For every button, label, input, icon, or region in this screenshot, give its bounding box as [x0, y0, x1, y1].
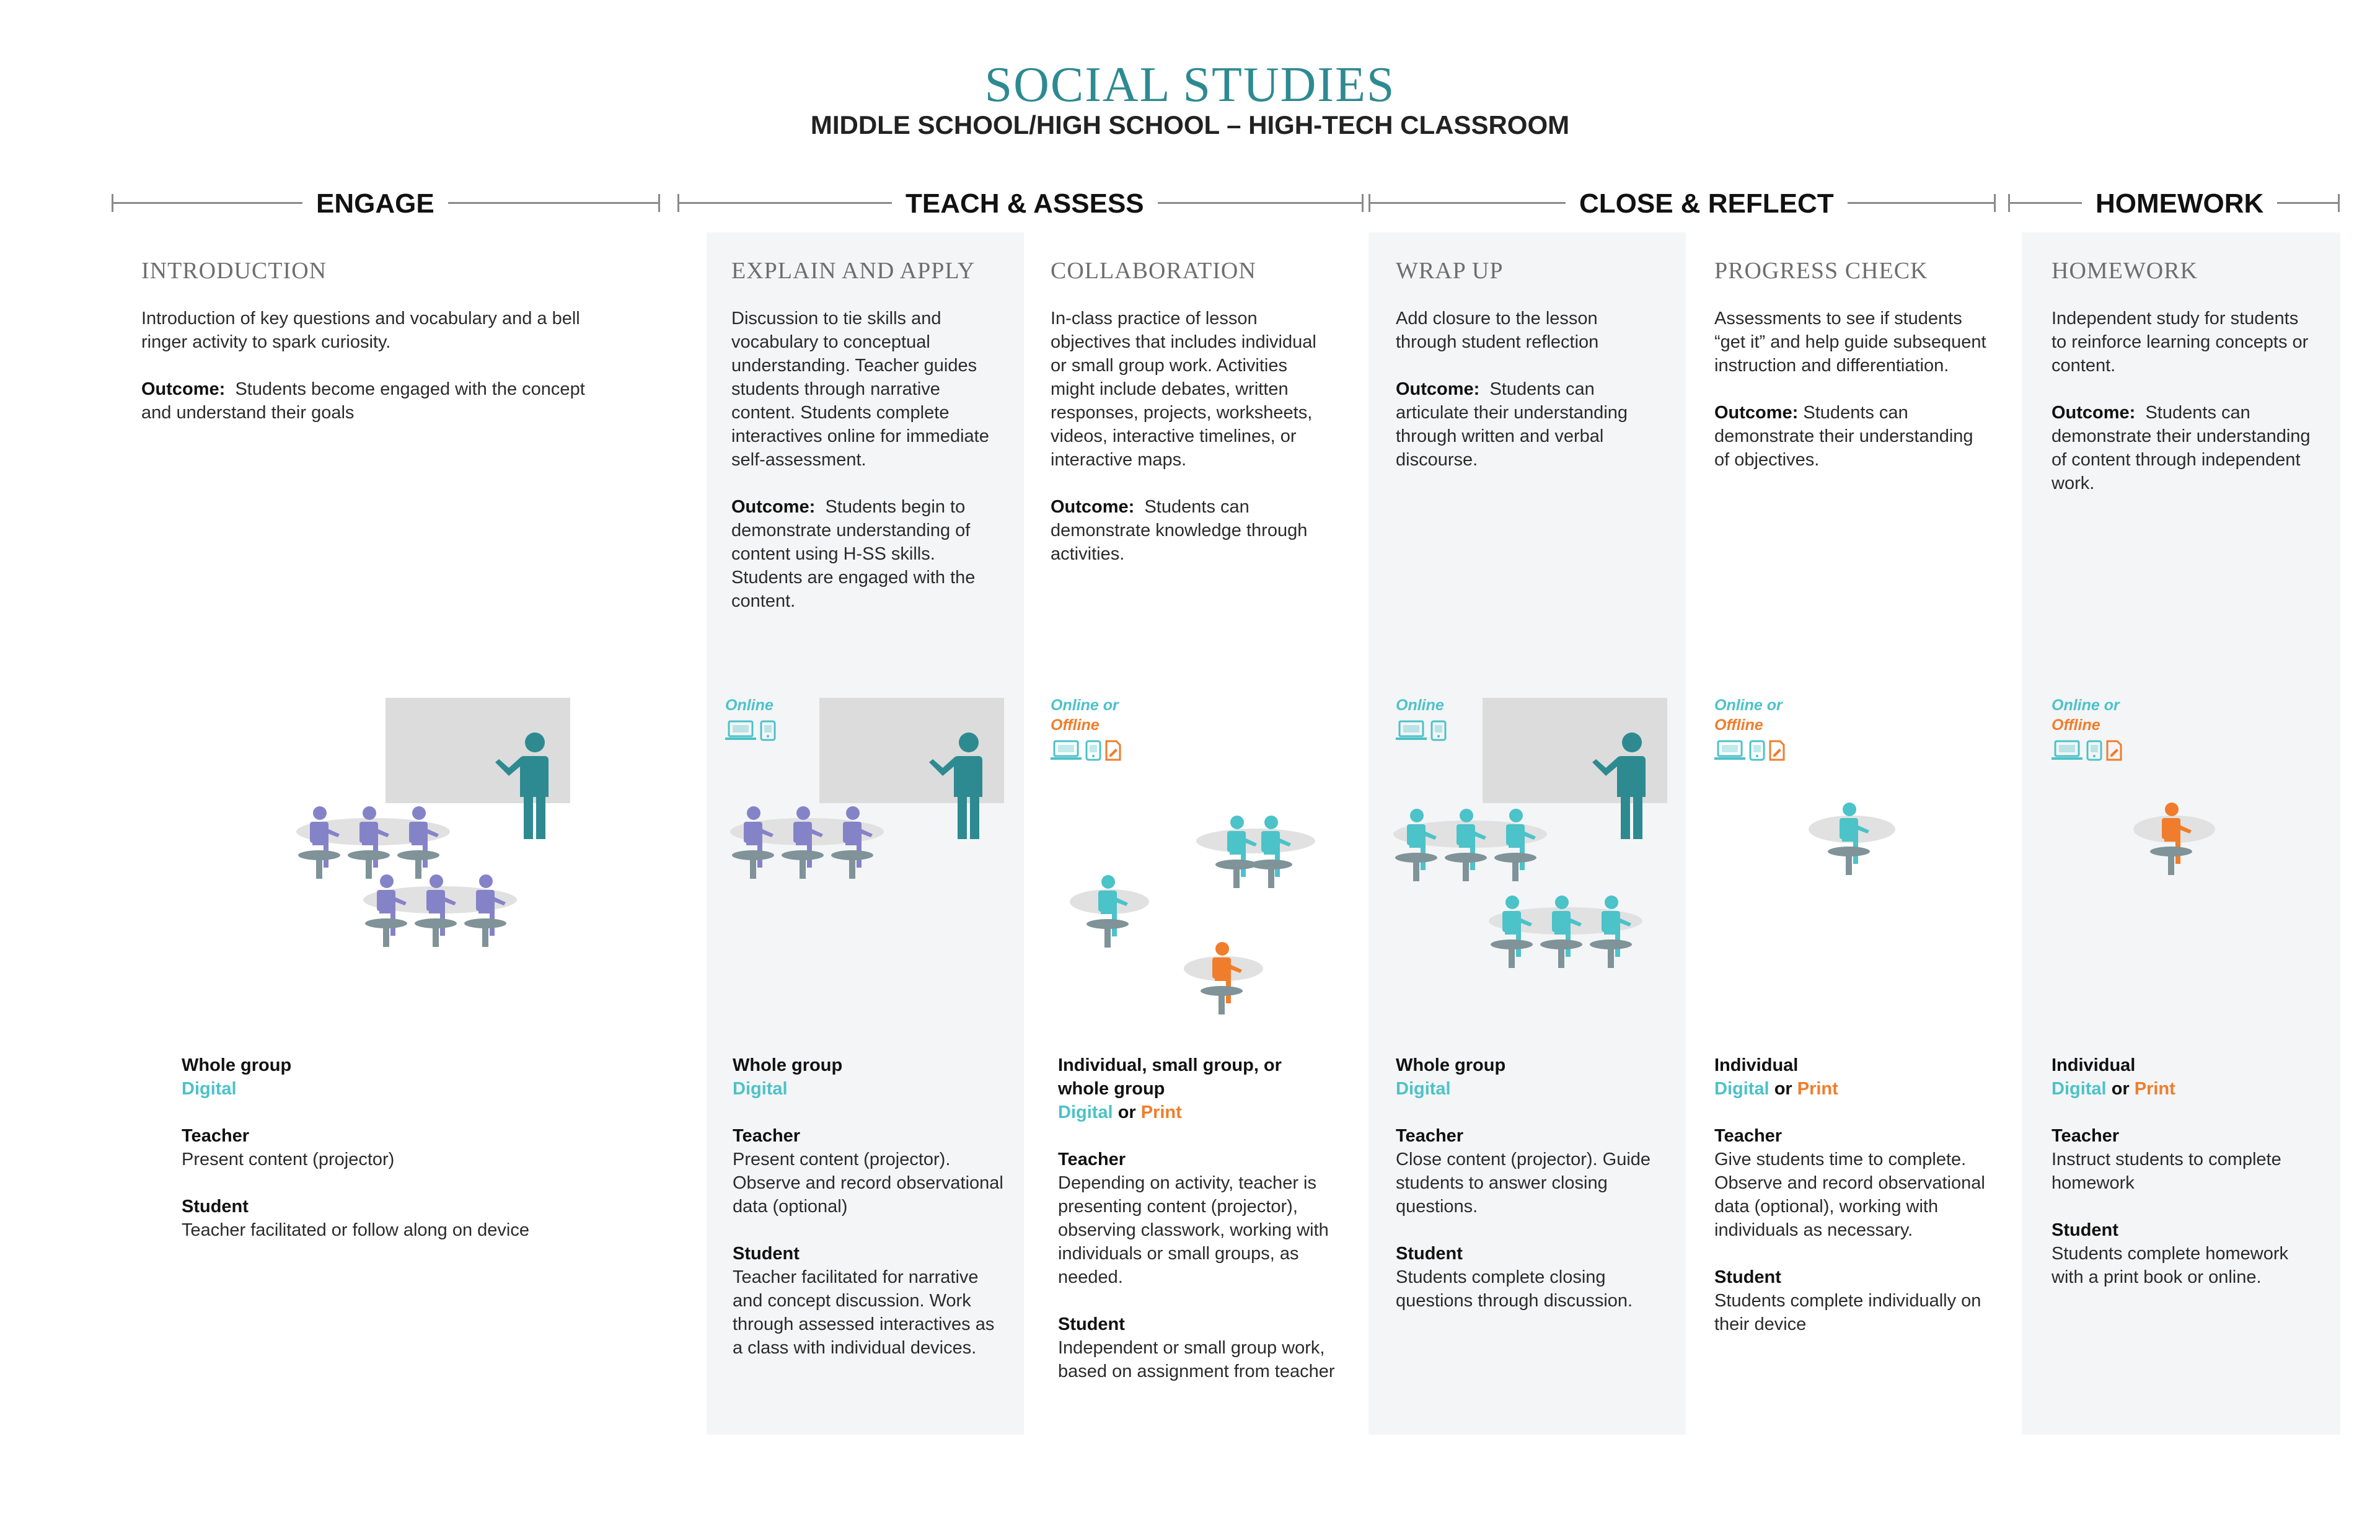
column-homework-meta	[2052, 1054, 2312, 1313]
grouping-label: Whole group	[182, 1055, 292, 1075]
laptop-icon	[1051, 740, 1082, 761]
outcome-label: Outcome:	[731, 497, 816, 517]
desks	[732, 850, 873, 879]
teacher-text: Instruct students to complete homework	[2052, 1150, 2281, 1193]
offline-label: Offline	[1714, 716, 1763, 734]
description-text: In-class practice of lesson objectives that includes individual or small group work. Activities might include debates, written responses, projects, worksheets, videos, interactive timelines, or interactive maps.	[1051, 309, 1316, 470]
column-description	[2052, 307, 2312, 519]
student-heading: Student	[733, 1244, 800, 1264]
digital-label: Digital	[182, 1079, 237, 1099]
teacher-text: Present content (projector)	[182, 1150, 395, 1169]
student-role	[733, 1242, 1005, 1360]
column-title: PROGRESS CHECK	[1714, 258, 1928, 284]
phase-homework-label: HOMEWORK	[2082, 188, 2277, 219]
column-title: INTRODUCTION	[141, 258, 327, 284]
outcome-text: Students become engaged with the concept and understand their goals	[141, 379, 585, 423]
teacher-heading: Teacher	[182, 1126, 250, 1146]
teacher-role	[1396, 1124, 1668, 1218]
laptop-icon	[1714, 740, 1745, 761]
phase-teach-label: TEACH & ASSESS	[892, 188, 1158, 219]
description-text: Independent study for students to reinforce learning concepts or content.	[2052, 309, 2309, 376]
student-role	[2052, 1218, 2312, 1289]
phase-homework	[2008, 183, 2340, 222]
column-title: COLLABORATION	[1051, 258, 1256, 284]
grouping-label: Individual	[1714, 1055, 1799, 1075]
illustration-homework	[2120, 799, 2231, 899]
mode-icons	[1051, 740, 1121, 761]
teacher-heading: Teacher	[1058, 1150, 1126, 1169]
outcome	[2052, 401, 2312, 495]
phase-engage-label: ENGAGE	[302, 188, 448, 219]
illustration-introduction	[291, 694, 576, 954]
page-subtitle: MIDDLE SCHOOL/HIGH SCHOOL – HIGH-TECH CLASSROOM	[810, 110, 1570, 139]
outcome	[1051, 495, 1323, 566]
grouping	[1058, 1054, 1337, 1124]
description-text: Assessments to see if students “get it” and help guide subsequent instruction and differentiation.	[1714, 309, 1986, 376]
student-group	[1098, 816, 1291, 936]
digital-label: Digital	[1058, 1102, 1113, 1122]
online-label: Online or	[2052, 697, 2120, 714]
teacher-role	[182, 1124, 628, 1171]
print-icon	[2106, 740, 2122, 761]
phase-close	[1368, 183, 1996, 222]
student-text: Students complete homework with a print book or online.	[2052, 1244, 2289, 1287]
offline-label: Offline	[1051, 716, 1100, 734]
student-heading: Student	[182, 1197, 249, 1217]
illustration-explain	[725, 694, 1010, 892]
print-icon	[1105, 740, 1121, 761]
online-label: Online	[1396, 697, 1444, 714]
phase-close-label: CLOSE & REFLECT	[1566, 188, 1848, 219]
student-heading: Student	[1058, 1314, 1125, 1334]
description-text: Discussion to tie skills and vocabulary to conceptual understanding. Teacher guides students through narrative content. Students complete interactives online for immediate self-assessment.	[731, 309, 989, 470]
column-title: EXPLAIN AND APPLY	[731, 258, 976, 284]
print-label: Print	[1797, 1079, 1838, 1099]
teacher-role	[1058, 1148, 1337, 1289]
student-text: Teacher facilitated for narrative and concept discussion. Work through assessed interactives as a class with individual devices.	[733, 1267, 995, 1358]
print-icon	[1769, 740, 1785, 761]
mode-icons	[2052, 740, 2122, 761]
laptop-icon	[2052, 740, 2082, 761]
student-heading: Student	[1714, 1267, 1781, 1287]
column-description	[1714, 307, 1987, 495]
phase-engage	[112, 183, 660, 222]
illustration-progress	[1797, 799, 1909, 899]
description-text: Add closure to the lesson through student reflection	[1396, 309, 1599, 352]
teacher-role	[2052, 1124, 2312, 1195]
illustration-collaboration	[1066, 809, 1326, 1026]
digital-label: Digital	[2052, 1079, 2107, 1099]
column-explain-meta	[733, 1054, 1005, 1383]
teacher-role	[733, 1124, 1005, 1218]
online-label: Online or	[1714, 697, 1783, 714]
grouping	[733, 1054, 1005, 1101]
student-role	[1714, 1265, 1987, 1336]
page-title: SOCIAL STUDIES	[984, 58, 1396, 112]
column-collaboration-meta	[1058, 1054, 1337, 1407]
description-text: Introduction of key questions and vocabulary and a bell ringer activity to spark curiosity.	[141, 309, 580, 352]
student-text: Teacher facilitated or follow along on device	[182, 1220, 529, 1240]
grouping	[182, 1054, 628, 1101]
teacher-text: Present content (projector). Observe and record observational data (optional)	[733, 1150, 1003, 1217]
outcome-text: Students can demonstrate knowledge through activities.	[1051, 497, 1308, 564]
grouping	[1714, 1054, 1987, 1101]
teacher-role	[1714, 1124, 1987, 1242]
student-text: Students complete individually on their device	[1714, 1291, 1981, 1334]
outcome	[731, 495, 1004, 613]
student-role	[1058, 1313, 1337, 1383]
outcome-text: Students can demonstrate their understanding of objectives.	[1714, 403, 1973, 470]
teacher-heading: Teacher	[2052, 1126, 2120, 1146]
outcome-text: Students can articulate their understanding through written and verbal discourse.	[1396, 379, 1628, 470]
student-text: Independent or small group work, based on assignment from teacher	[1058, 1338, 1335, 1381]
or-label: or	[2111, 1079, 2130, 1099]
phase-teach	[677, 183, 1364, 222]
grouping-label: Whole group	[733, 1055, 843, 1075]
offline-label: Offline	[2052, 716, 2100, 734]
outcome-label: Outcome:	[2052, 403, 2136, 423]
online-label: Online	[725, 697, 774, 714]
desk	[2150, 847, 2192, 875]
grouping-label: Whole group	[1396, 1055, 1506, 1075]
print-label: Print	[1140, 1102, 1182, 1122]
student-heading: Student	[1396, 1244, 1463, 1264]
or-label: or	[1117, 1102, 1136, 1122]
column-title: WRAP UP	[1396, 258, 1504, 284]
grouping-label: Individual, small group, or whole group	[1058, 1055, 1282, 1099]
column-wrapup-meta	[1396, 1054, 1668, 1336]
column-description	[1051, 307, 1323, 589]
outcome	[141, 377, 588, 425]
outcome-label: Outcome:	[1396, 379, 1480, 399]
mode-homework	[2052, 695, 2122, 761]
teacher-text: Depending on activity, teacher is presenting content (projector), observing classwork, working with individuals or small groups, as needed.	[1058, 1173, 1329, 1287]
student-role	[182, 1195, 628, 1242]
tablet-icon	[2086, 740, 2102, 761]
tablet-icon	[1749, 740, 1765, 761]
or-label: or	[1774, 1079, 1792, 1099]
grouping	[2052, 1054, 2312, 1101]
outcome-label: Outcome:	[1714, 403, 1799, 423]
online-label: Online or	[1051, 697, 1119, 714]
teacher-text: Give students time to complete. Observe and record observational data (optional), working with individuals as necessary.	[1714, 1150, 1985, 1240]
student-heading: Student	[2052, 1220, 2118, 1240]
outcome	[1714, 401, 1987, 472]
teacher-heading: Teacher	[733, 1126, 801, 1146]
outcome	[1396, 377, 1662, 472]
digital-label: Digital	[1396, 1079, 1451, 1099]
teacher-heading: Teacher	[1714, 1126, 1783, 1146]
column-description	[141, 307, 588, 448]
outcome-text: Students can demonstrate their understanding of content through independent work.	[2052, 403, 2311, 493]
print-label: Print	[2134, 1079, 2175, 1099]
mode-progress	[1714, 695, 1785, 761]
teacher-text: Close content (projector). Guide students to answer closing questions.	[1396, 1150, 1651, 1217]
outcome-text: Students begin to demonstrate understanding of content using H-SS skills. Students are engaged with the content.	[731, 497, 976, 611]
desk	[1828, 847, 1870, 875]
tablet-icon	[1085, 740, 1101, 761]
column-description	[731, 307, 1004, 636]
mode-icons	[1714, 740, 1785, 761]
teacher-heading: Teacher	[1396, 1126, 1464, 1146]
mode-collaboration	[1051, 695, 1121, 761]
grouping	[1396, 1054, 1668, 1101]
column-description	[1396, 307, 1662, 495]
desks	[1086, 860, 1292, 1014]
digital-label: Digital	[733, 1079, 788, 1099]
illustration-wrapup	[1388, 694, 1680, 973]
digital-label: Digital	[1714, 1079, 1770, 1099]
outcome-label: Outcome:	[1051, 497, 1135, 517]
column-introduction-meta	[182, 1054, 628, 1265]
grouping-label: Individual	[2052, 1055, 2136, 1075]
column-title: HOMEWORK	[2052, 258, 2198, 284]
student-text: Students complete closing questions through discussion.	[1396, 1267, 1633, 1311]
column-progress-meta	[1714, 1054, 1987, 1360]
outcome-label: Outcome:	[141, 379, 226, 399]
student-role	[1396, 1242, 1668, 1313]
